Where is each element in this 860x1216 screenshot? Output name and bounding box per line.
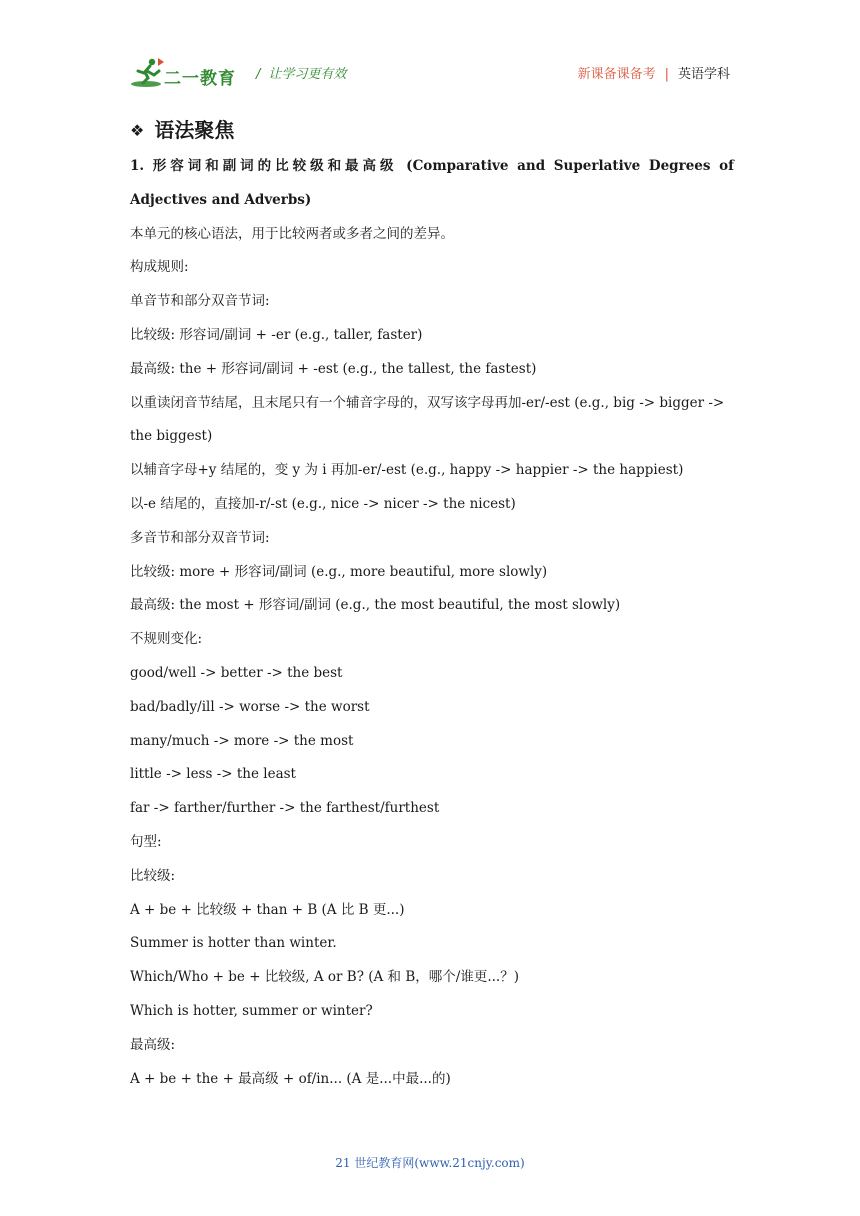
runner-logo-icon	[130, 56, 166, 90]
paragraph: 比较级: more + 形容词/副词 (e.g., more beautiful, more slowly)	[130, 563, 548, 580]
course-name: 新课备课备考	[577, 67, 656, 82]
slogan-separator: /	[256, 67, 261, 82]
paragraph: A + be + 比较级 + than + B (A 比 B 更...)	[130, 901, 405, 918]
paragraph: 最高级:	[130, 1036, 176, 1053]
paragraph: 以-e 结尾的，直接加-r/-st (e.g., nice -> nicer -> the nicest)	[130, 495, 516, 512]
paragraph: Which/Who + be + 比较级, A or B? (A 和 B，哪个/谁更...？)	[130, 969, 519, 986]
diamond-bullet-icon: ❖	[130, 121, 145, 140]
section-title: 语法聚焦	[154, 118, 235, 142]
page-footer: 21 世纪教育网(www.21cnjy.com)	[335, 1156, 525, 1170]
paragraph: 以辅音字母+y 结尾的，变 y 为 i 再加-er/-est (e.g., happy -> happier -> the happiest)	[130, 462, 684, 479]
paragraph: 比较级:	[130, 867, 176, 884]
paragraph: little -> less -> the least	[130, 766, 296, 783]
paragraph: 本单元的核心语法，用于比较两者或多者之间的差异。	[130, 225, 454, 242]
paragraph: 以重读闭音节结尾，且末尾只有一个辅音字母的，双写该字母再加-er/-est (e.g., big -> bigger -> the biggest)	[130, 394, 725, 445]
subject-name: 英语学科	[677, 67, 730, 82]
slogan	[256, 63, 346, 82]
paragraph: many/much -> more -> the most	[130, 732, 354, 749]
paragraph: 句型:	[130, 833, 162, 850]
paragraph: 最高级: the + 形容词/副词 + -est (e.g., the tallest, the fastest)	[130, 360, 537, 377]
paragraph: A + be + the + 最高级 + of/in... (A 是...中最...的)	[130, 1070, 451, 1087]
document-body	[130, 150, 734, 1096]
paragraph: Summer is hotter than winter.	[130, 935, 337, 952]
paragraph: Which is hotter, summer or winter?	[130, 1002, 373, 1019]
paragraph: 不规则变化:	[130, 631, 203, 648]
paragraph: 单音节和部分双音节词:	[130, 293, 270, 310]
paragraph: good/well -> better -> the best	[130, 664, 343, 681]
logo	[130, 56, 245, 90]
paragraph: 最高级: the most + 形容词/副词 (e.g., the most beautiful, the most slowly)	[130, 597, 621, 614]
grammar-topic-heading: 1. 形容词和副词的比较级和最高级 (Comparative and Superlative Degrees of Adjectives and Adverbs)	[130, 158, 734, 208]
paragraph: 多音节和部分双音节词:	[130, 529, 270, 546]
paragraph: far -> farther/further -> the farthest/furthest	[130, 800, 440, 817]
slogan-text: 让学习更有效	[268, 67, 347, 82]
paragraph: bad/badly/ill -> worse -> the worst	[130, 698, 370, 715]
course-label	[578, 63, 730, 82]
section-heading	[130, 114, 234, 143]
paragraph: 比较级: 形容词/副词 + -er (e.g., taller, faster)	[130, 326, 423, 343]
logo-text: 二一教育	[164, 69, 236, 89]
header-separator: |	[664, 67, 669, 82]
page-header	[130, 56, 730, 92]
paragraph: 构成规则:	[130, 259, 189, 276]
